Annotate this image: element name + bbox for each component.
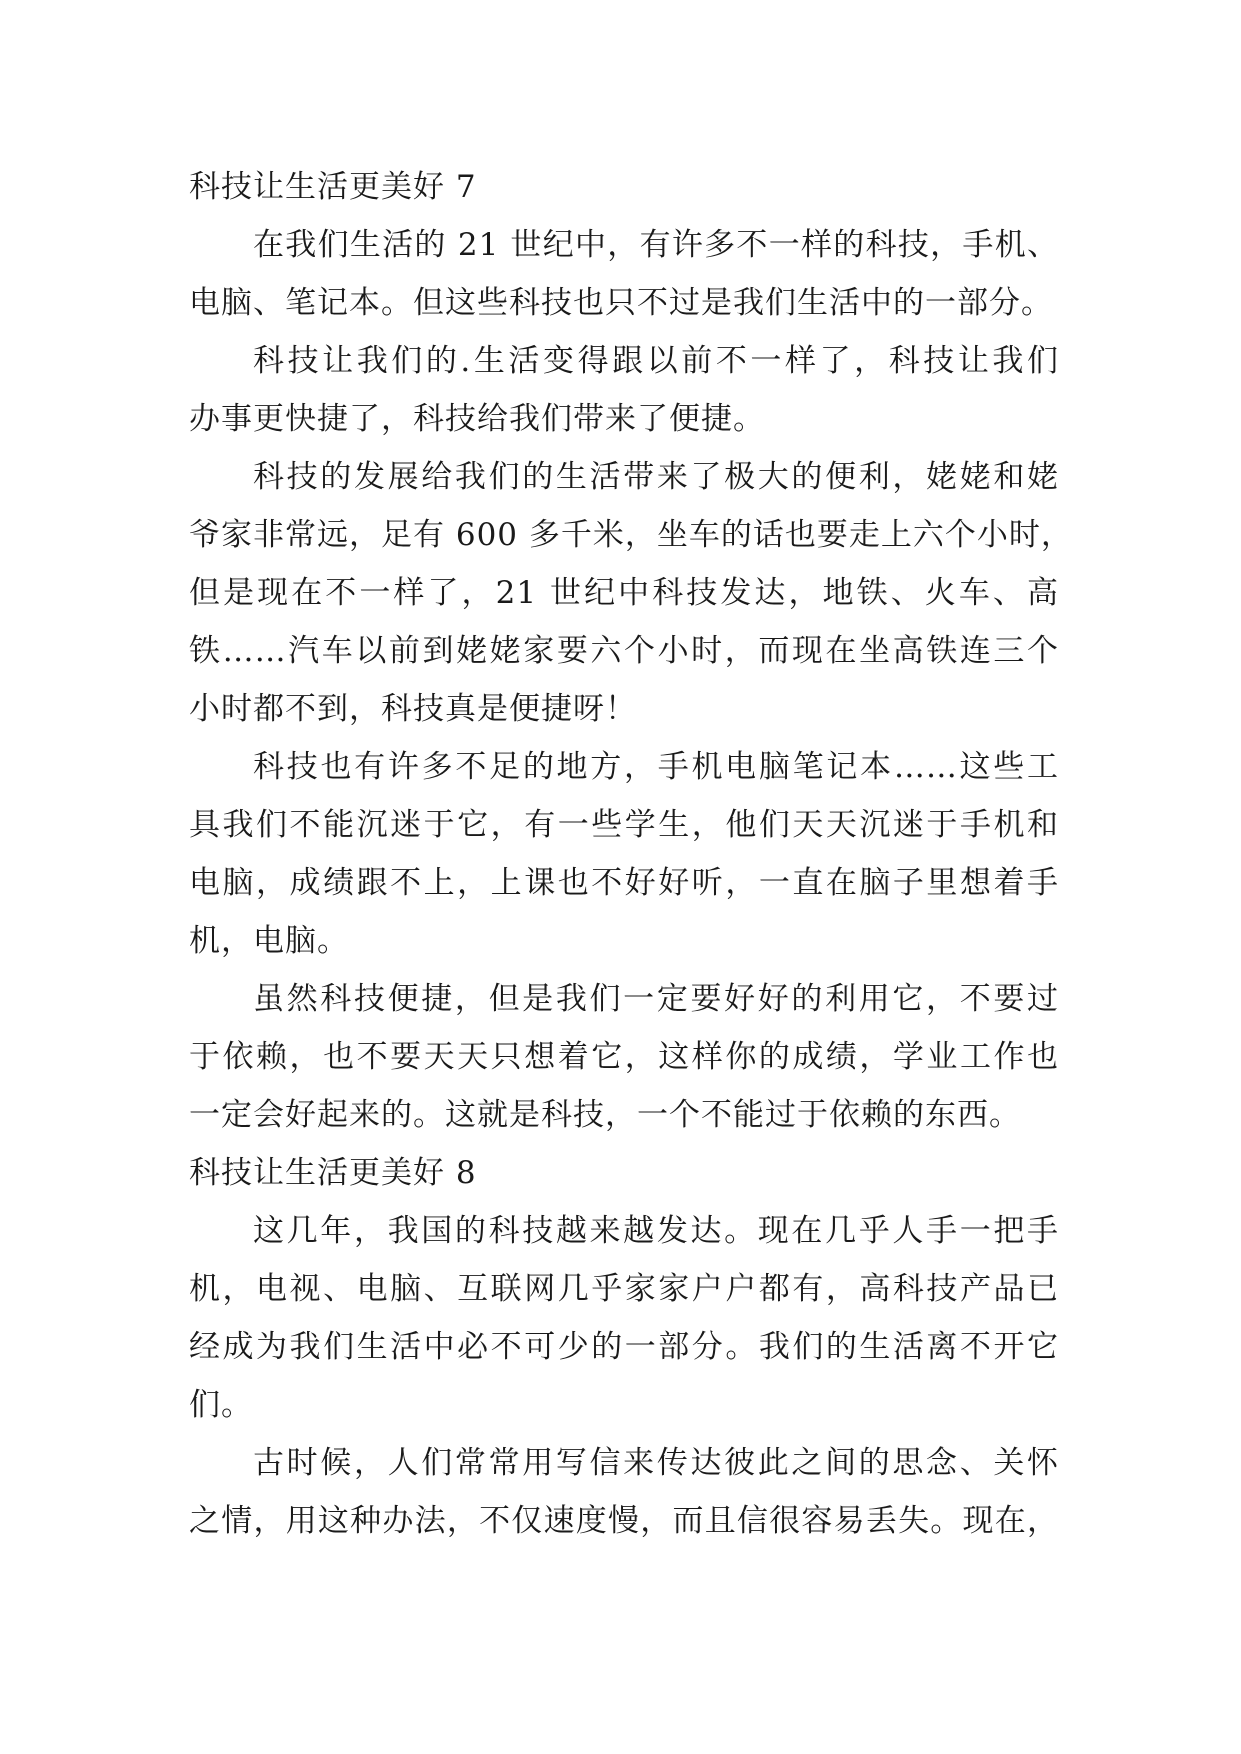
paragraph-line: 虽然科技便捷，但是我们一定要好好的利用它，不要过	[253, 981, 1059, 1017]
section-heading: 科技让生活更美好 8	[189, 1155, 477, 1191]
paragraph-line: 电脑、笔记本。但这些科技也只不过是我们生活中的一部分。	[189, 285, 1053, 321]
paragraph-line: 铁……汽车以前到姥姥家要六个小时，而现在坐高铁连三个	[189, 633, 1059, 669]
paragraph-line: 小时都不到，科技真是便捷呀！	[189, 691, 637, 727]
paragraph-line: 一定会好起来的。这就是科技，一个不能过于依赖的东西。	[189, 1097, 1021, 1133]
paragraph-line: 科技让我们的.生活变得跟以前不一样了，科技让我们	[253, 343, 1059, 379]
paragraph-line: 科技的发展给我们的生活带来了极大的便利，姥姥和姥	[253, 459, 1059, 495]
paragraph-line: 爷家非常远，足有 600 多千米，坐车的话也要走上六个小时，	[189, 517, 1073, 553]
document-body	[189, 158, 1073, 1550]
paragraph-line: 在我们生活的 21 世纪中，有许多不一样的科技，手机、	[253, 227, 1059, 263]
paragraph-line: 电脑，成绩跟不上，上课也不好好听，一直在脑子里想着手	[189, 865, 1059, 901]
section-heading: 科技让生活更美好 7	[189, 169, 477, 205]
paragraph-line: 之情，用这种办法，不仅速度慢，而且信很容易丢失。现在，	[189, 1503, 1059, 1539]
paragraph-line: 们。	[189, 1387, 253, 1423]
paragraph-line: 经成为我们生活中必不可少的一部分。我们的生活离不开它	[189, 1329, 1059, 1365]
paragraph-line: 科技也有许多不足的地方，手机电脑笔记本……这些工	[253, 749, 1059, 785]
paragraph-line: 这几年，我国的科技越来越发达。现在几乎人手一把手	[253, 1213, 1059, 1249]
paragraph-line: 具我们不能沉迷于它，有一些学生，他们天天沉迷于手机和	[189, 807, 1059, 843]
paragraph-line: 办事更快捷了，科技给我们带来了便捷。	[189, 401, 765, 437]
paragraph-line: 机，电视、电脑、互联网几乎家家户户都有，高科技产品已	[189, 1271, 1059, 1307]
paragraph-line: 古时候，人们常常用写信来传达彼此之间的思念、关怀	[253, 1445, 1059, 1481]
paragraph-line: 机，电脑。	[189, 923, 349, 959]
paragraph-line: 于依赖，也不要天天只想着它，这样你的成绩，学业工作也	[189, 1039, 1059, 1075]
paragraph-line: 但是现在不一样了，21 世纪中科技发达，地铁、火车、高	[189, 575, 1059, 611]
